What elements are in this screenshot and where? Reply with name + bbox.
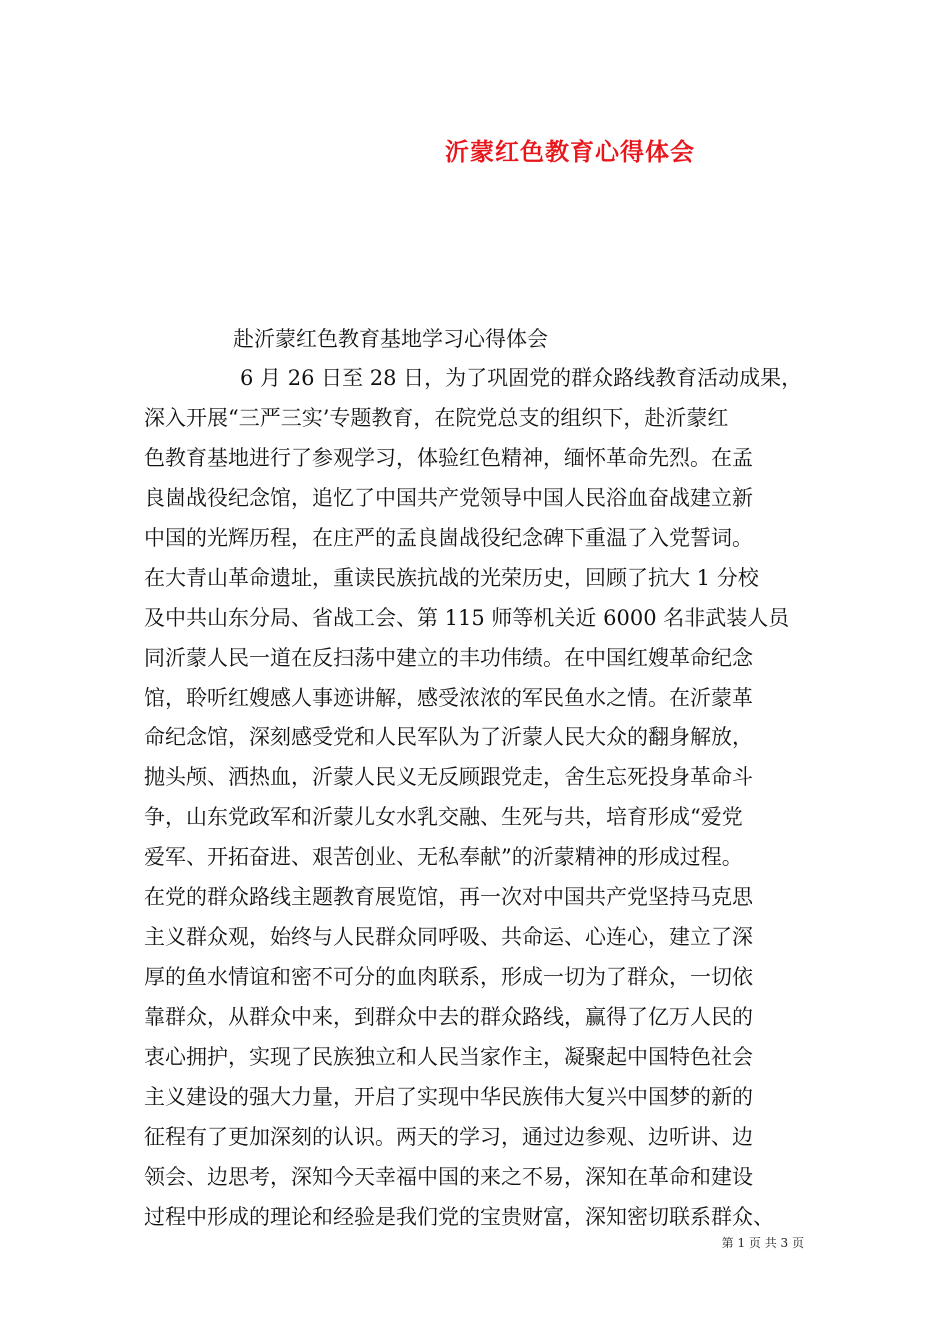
document-title: 沂蒙红色教育心得体会 bbox=[445, 137, 695, 166]
paragraph-line: 征程有了更加深刻的认识。两天的学习，通过边参观、边听讲、边 bbox=[144, 1124, 753, 1149]
paragraph-line: 争，山东党政军和沂蒙儿女水乳交融、生死与共，培育形成“爱党 bbox=[144, 805, 743, 830]
paragraph-line: 在党的群众路线主题教育展览馆，再一次对中国共产党坚持马克思 bbox=[144, 885, 753, 910]
paragraph-line: 靠群众，从群众中来，到群众中去的群众路线，赢得了亿万人民的 bbox=[144, 1005, 753, 1029]
paragraph-line: 过程中形成的理论和经验是我们党的宝贵财富，深知密切联系群众、 bbox=[144, 1204, 774, 1229]
paragraph-line: 衷心拥护，实现了民族独立和人民当家作主，凝聚起中国特色社会 bbox=[144, 1044, 753, 1069]
paragraph-line: 深入开展“三严三实’专题教育，在院党总支的组织下，赴沂蒙红 bbox=[144, 405, 729, 430]
paragraph-line: 厚的鱼水情谊和密不可分的血肉联系，形成一切为了群众，一切依 bbox=[144, 965, 753, 990]
paragraph-line: 中国的光辉历程，在庄严的孟良崮战役纪念碑下重温了入党誓词。 bbox=[144, 525, 753, 550]
page-number: 第 1 页 共 3 页 bbox=[721, 1236, 804, 1250]
paragraph-line: 良崮战役纪念馆，追忆了中国共产党领导中国人民浴血奋战建立新 bbox=[144, 485, 753, 510]
paragraph-line: 色教育基地进行了参观学习，体验红色精神，缅怀革命先烈。在孟 bbox=[144, 445, 753, 470]
paragraph-line: 及中共山东分局、省战工会、第 115 师等机关近 6000 名非武装人员 bbox=[144, 605, 790, 630]
paragraph-line: 6 月 26 日至 28 日，为了巩固党的群众路线教育活动成果， bbox=[240, 366, 803, 390]
document-subtitle: 赴沂蒙红色教育基地学习心得体会 bbox=[233, 327, 548, 351]
paragraph-line: 馆，聆听红嫂感人事迹讲解，感受浓浓的军民鱼水之情。在沂蒙革 bbox=[144, 685, 753, 710]
paragraph-line: 同沂蒙人民一道在反扫荡中建立的丰功伟绩。在中国红嫂革命纪念 bbox=[144, 645, 753, 670]
paragraph-line: 抛头颅、洒热血，沂蒙人民义无反顾跟党走，舍生忘死投身革命斗 bbox=[144, 765, 753, 790]
paragraph-line: 主义建设的强大力量，开启了实现中华民族伟大复兴中国梦的新的 bbox=[144, 1084, 753, 1109]
paragraph-line: 在大青山革命遗址，重读民族抗战的光荣历史，回顾了抗大 1 分校 bbox=[144, 565, 759, 590]
body-paragraph bbox=[144, 365, 814, 1244]
paragraph-line: 爱军、开拓奋进、艰苦创业、无私奉献”的沂蒙精神的形成过程。 bbox=[144, 845, 743, 870]
paragraph-line: 主义群众观，始终与人民群众同呼吸、共命运、心连心，建立了深 bbox=[144, 925, 753, 950]
paragraph-line: 命纪念馆，深刻感受党和人民军队为了沂蒙人民大众的翻身解放， bbox=[144, 725, 753, 750]
paragraph-line: 领会、边思考，深知今天幸福中国的来之不易，深知在革命和建设 bbox=[144, 1164, 753, 1189]
